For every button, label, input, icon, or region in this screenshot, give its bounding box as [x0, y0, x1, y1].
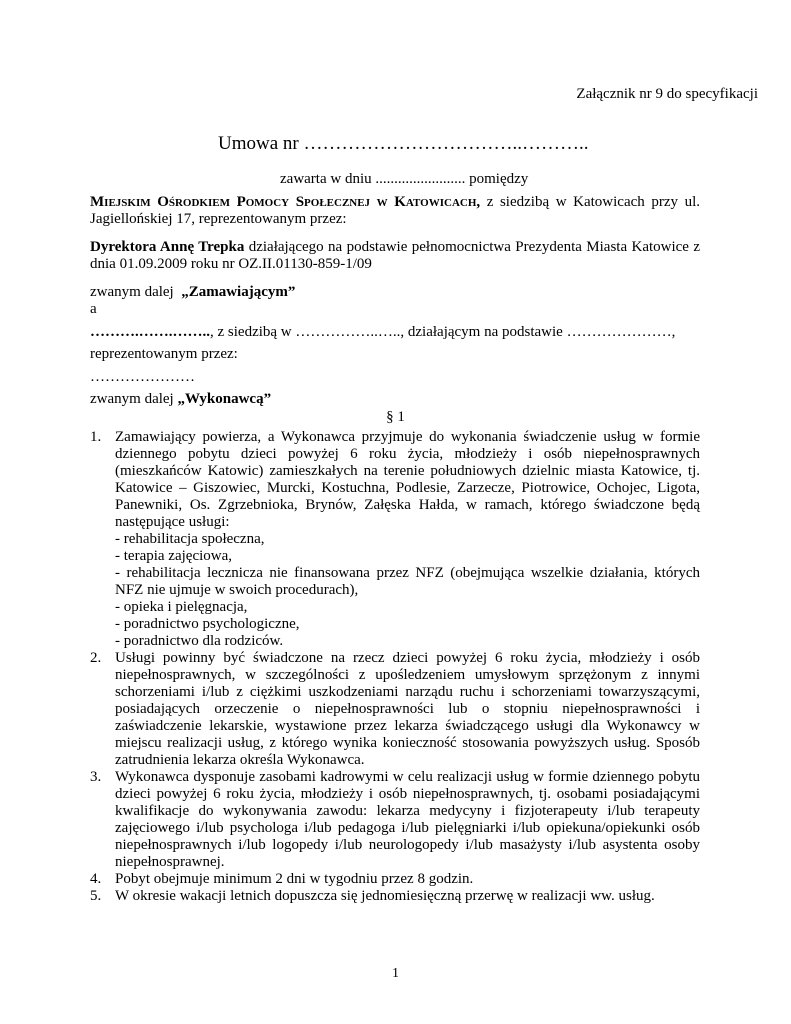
representative-placeholder: ………………… [90, 369, 195, 385]
clause-number: 3. [90, 769, 102, 785]
clause-text: Usługi powinny być świadczone na rzecz dzieci powyżej 6 roku życia, młodzieży i osób niepełnosprawnych, w szczególności z upośledzeniem umysłowym sprzężonym z innymi schorzeniami i/lub z ciężkimi uszkodzeniami narządu ruchu i schorzeniami towarzyszącymi, posiadających orzeczenie o niepełnosprawności lub o stopniu niepełnosprawności i zaświadczenie lekarskie, wystawione przez lekarza świadczącego usługi dla Wykonawcy w miejscu realizacji usług, z którego wynika konieczność stosowania powyższych usług. Sposób zatrudnienia lekarza określa Wykonawca. [115, 650, 700, 768]
contract-title: Umowa nr ……………………………..……….. [218, 133, 589, 154]
represented-by: reprezentowanym przez: [90, 346, 238, 362]
service-item: - terapia zajęciowa, [115, 548, 233, 564]
employer-paragraph [90, 194, 700, 228]
services-list [115, 531, 700, 650]
clause-number: 2. [90, 650, 102, 666]
called-prefix: zwanym dalej [90, 391, 178, 407]
director-name: Dyrektora Annę Trepka [90, 239, 245, 255]
clause-number: 1. [90, 429, 102, 445]
called-prefix: zwanym dalej [90, 284, 182, 300]
clause-text: W okresie wakacji letnich dopuszcza się jednomiesięczną przerwę w realizacji ww. usług. [115, 888, 655, 904]
clause-number: 4. [90, 871, 102, 887]
employer-name: Miejskim Ośrodkiem Pomocy Społecznej w Katowicach, [90, 194, 481, 210]
director-authorization: działającego na podstawie pełnomocnictwa Prezydenta Miasta Katowice z dnia 01.09.2009 roku nr OZ.II.01130-859-1/09 [90, 239, 700, 272]
clause-text: Zamawiający powierza, a Wykonawca przyjmuje do wykonania świadczenie usług w formie dziennego pobytu dzieci powyżej 6 roku życia, młodzieży i osób niepełnosprawnych (mieszkańców Katowic) zamieszkałych na terenie południowych dzielnic miasta Katowice, tj. Katowice – Giszowiec, Murcki, Kostuchna, Podlesie, Zarzecze, Piotrowice, Ochojec, Ligota, Panewniki, Os. Zgrzebnioka, Brynów, Załęska Hałda, w ramach, którego świadczone będą następujące usługi: [115, 429, 700, 530]
service-item: - rehabilitacja społeczna, [115, 531, 265, 547]
clause-text: Wykonawca dysponuje zasobami kadrowymi w celu realizacji usług w formie dziennego pobytu dzieci powyżej 6 roku życia, młodzieży i osób niepełnosprawnych, tj. osobami posiadającymi kwalifikacje do wykonywania zawodu: lekarza medycyny i fizjoterapeuty i/lub terapeuty zajęciowego i/lub psychologa i/lub pedagoga i/lub pielęgniarki i/lub opiekuna/opiekunki osób niepełnosprawnych i/lub logopedy i/lub neurologopedy i/lub masażysty i/lub asystenta osoby niepełnosprawnej. [115, 769, 700, 870]
service-item: - rehabilitacja lecznicza nie finansowana przez NFZ (obejmująca wszelkie działania, których NFZ nie ujmuje w swoich procedurach), [115, 565, 700, 598]
clause-number: 5. [90, 888, 102, 904]
clause-item [90, 429, 700, 650]
clause-item [90, 888, 700, 905]
contractor-details: , z siedzibą w ……………..….., działającym na podstawie …………………, [210, 324, 676, 340]
clause-item [90, 650, 700, 769]
clause-text: Pobyt obejmuje minimum 2 dni w tygodniu przez 8 godzin. [115, 871, 474, 887]
contractor-alias-line [90, 391, 700, 408]
concluded-on-line: zawarta w dniu ........................ pomiędzy [280, 171, 529, 187]
clause-item [90, 769, 700, 871]
employer-seat: z siedzibą w Katowicach przy ul. Jagiellońskiej 17, reprezentowanym przez: [90, 194, 700, 227]
service-item: - opieka i pielęgnacja, [115, 599, 248, 615]
contractor-alias: „Wykonawcą” [177, 391, 272, 407]
section-mark: § 1 [386, 409, 405, 425]
contractor-placeholder: ……….…….…….. [90, 324, 210, 340]
contractor-line [90, 324, 700, 341]
director-paragraph [90, 239, 700, 273]
page-number: 1 [392, 966, 399, 981]
annex-label: Załącznik nr 9 do specyfikacji [576, 86, 758, 102]
service-item: - poradnictwo psychologiczne, [115, 616, 300, 632]
service-item: - poradnictwo dla rodziców. [115, 633, 284, 649]
employer-alias-line [90, 284, 700, 301]
clause-list [90, 429, 700, 905]
and-conjunction: a [90, 301, 97, 317]
clause-item [90, 871, 700, 888]
employer-alias: „Zamawiającym” [181, 284, 296, 300]
